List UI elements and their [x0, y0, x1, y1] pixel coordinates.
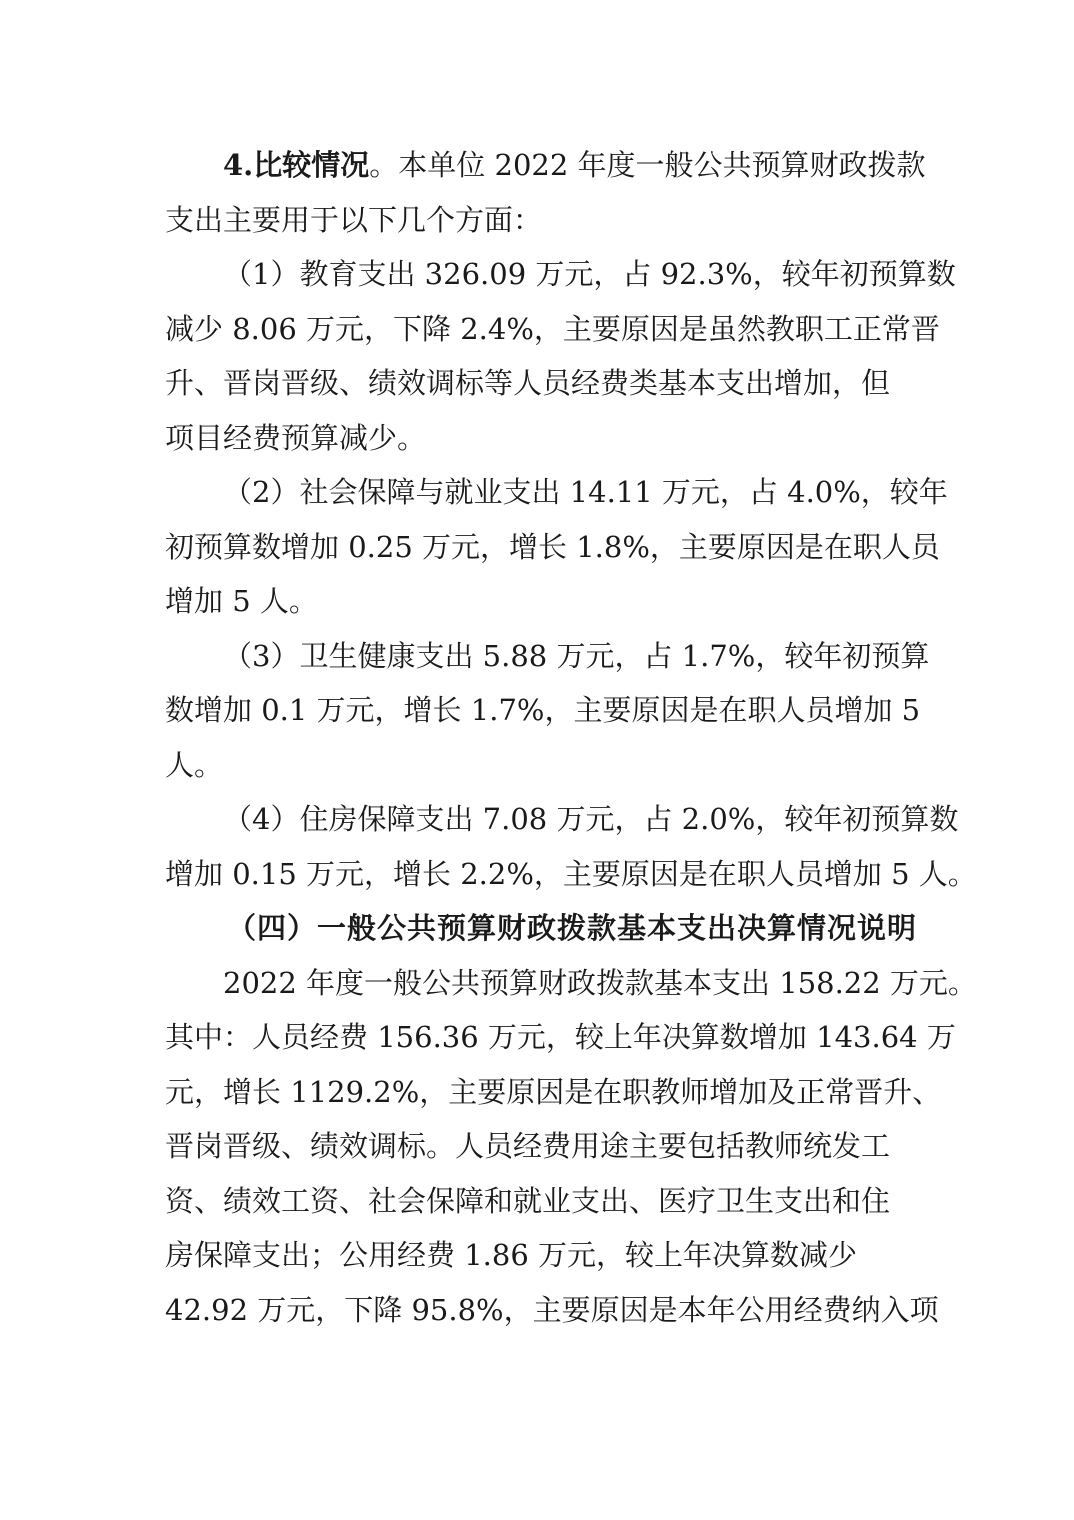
paragraph-line: 增加 0.15 万元，增长 2.2%，主要原因是在职人员增加 5 人。 — [165, 856, 977, 891]
paragraph-line: （2）社会保障与就业支出 14.11 万元，占 4.0%，较年 — [223, 475, 948, 509]
section-lead: 4.比较情况 — [223, 148, 370, 182]
paragraph-line: 支出主要用于以下几个方面： — [165, 202, 543, 237]
paragraph-line: （1）教育支出 326.09 万元，占 92.3%，较年初预算数 — [223, 257, 956, 291]
paragraph-line: 其中：人员经费 156.36 万元，较上年决算数增加 143.64 万 — [165, 1020, 956, 1054]
document-body — [165, 138, 977, 1337]
paragraph-line: 42.92 万元，下降 95.8%，主要原因是本年公用经费纳入项 — [165, 1292, 939, 1327]
paragraph-line: （4）住房保障支出 7.08 万元，占 2.0%，较年初预算数 — [223, 802, 959, 836]
paragraph-line: 数增加 0.1 万元，增长 1.7%，主要原因是在职人员增加 5 — [165, 693, 921, 727]
paragraph-line: 项目经费预算减少。 — [165, 420, 427, 455]
paragraph-line: 初预算数增加 0.25 万元，增长 1.8%，主要原因是在职人员 — [165, 529, 940, 564]
section-heading: （四）一般公共预算财政拨款基本支出决算情况说明 — [227, 911, 918, 945]
paragraph-line: 晋岗晋级、绩效调标。人员经费用途主要包括教师统发工 — [165, 1129, 891, 1163]
paragraph-line: 人。 — [165, 747, 224, 782]
paragraph-line: 减少 8.06 万元，下降 2.4%，主要原因是虽然教职工正常晋 — [165, 311, 940, 346]
paragraph-line: 2022 年度一般公共预算财政拨款基本支出 158.22 万元。 — [223, 965, 977, 1000]
paragraph-line: 房保障支出；公用经费 1.86 万元，较上年决算数减少 — [165, 1238, 858, 1272]
paragraph-line: 增加 5 人。 — [165, 584, 318, 618]
paragraph-line: 元，增长 1129.2%，主要原因是在职教师增加及正常晋升、 — [165, 1074, 942, 1109]
paragraph-line: 资、绩效工资、社会保障和就业支出、医疗卫生支出和住 — [165, 1183, 891, 1218]
paragraph-line: 4.比较情况。本单位 2022 年度一般公共预算财政拨款 — [223, 148, 926, 182]
paragraph-line: （3）卫生健康支出 5.88 万元，占 1.7%，较年初预算 — [223, 638, 930, 673]
paragraph-line: 升、晋岗晋级、绩效调标等人员经费类基本支出增加，但 — [165, 366, 891, 400]
